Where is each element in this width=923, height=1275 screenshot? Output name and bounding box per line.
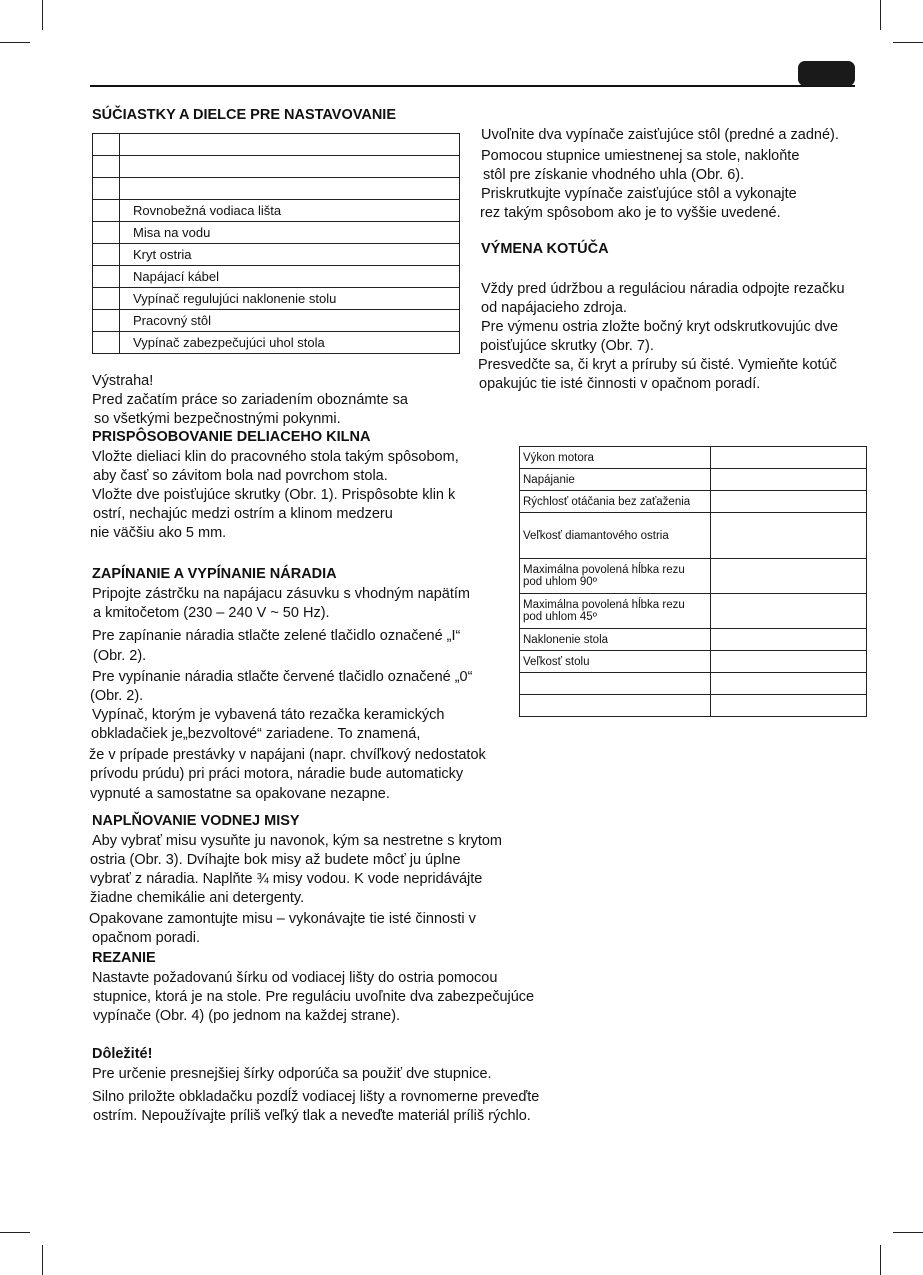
specs-value-cell	[711, 491, 867, 513]
fill-title: NAPLŇOVANIE VODNEJ MISY	[92, 813, 300, 829]
crop-mark	[42, 0, 43, 30]
warning-line: so všetkými bezpečnostnými pokynmi.	[94, 411, 341, 427]
specs-label-cell	[520, 695, 711, 717]
cut-line: stupnice, ktorá je na stole. Pre reguláciu uvoľnite dva zabezpečujúce	[93, 989, 535, 1005]
parts-row	[93, 244, 460, 266]
parts-label-cell	[120, 156, 460, 178]
tilt-line: rez takým spôsobom ako je to vyššie uvedené.	[480, 205, 781, 221]
tilt-line: Priskrutkujte vypínače zaisťujúce stôl a vykonajte	[481, 186, 797, 202]
specs-row	[520, 673, 867, 695]
specs-value-cell	[711, 469, 867, 491]
blade-line: Presvedčte sa, či kryt a príruby sú čisté. Vymieňte kotúč	[478, 357, 837, 373]
parts-number-cell	[93, 244, 120, 266]
onoff-line: Vypínač, ktorým je vybavená táto rezačka keramických	[92, 707, 445, 723]
fill-line: ostria (Obr. 3). Dvíhajte bok misy až budete môcť ju úplne	[90, 852, 461, 868]
onoff-text	[89, 585, 486, 804]
parts-row	[93, 134, 460, 156]
specs-label-cell: Veľkosť diamantového ostria	[520, 513, 711, 559]
fill-line: opačnom poradi.	[92, 930, 201, 946]
parts-row	[93, 156, 460, 178]
parts-label-cell: Vypínač zabezpečujúci uhol stola	[120, 332, 460, 354]
specs-row	[520, 629, 867, 651]
specs-value-cell	[711, 447, 867, 469]
cut-line: vypínače (Obr. 4) (po jednom na každej strane).	[93, 1008, 401, 1024]
blade-line: opakujúc tie isté činnosti v opačnom poradí.	[479, 376, 761, 392]
onoff-line: prívodu prúdu) pri práci motora, náradie bude automaticky	[90, 766, 464, 782]
crop-mark	[893, 42, 923, 43]
crop-mark	[880, 0, 881, 30]
blade-text	[478, 280, 845, 394]
parts-number-cell	[93, 200, 120, 222]
parts-title: SÚČIASTKY A DIELCE PRE NASTAVOVANIE	[92, 107, 396, 123]
important-line: Pre určenie presnejšiej šírky odporúča sa použiť dve stupnice.	[92, 1066, 492, 1082]
parts-number-cell	[93, 156, 120, 178]
specs-row	[520, 594, 867, 629]
parts-label-cell: Rovnobežná vodiaca lišta	[120, 200, 460, 222]
specs-value-cell	[711, 629, 867, 651]
parts-table	[92, 133, 460, 354]
important-line: ostrím. Nepoužívajte príliš veľký tlak a neveďte materiál príliš rýchlo.	[93, 1108, 531, 1124]
fill-line: vybrať z náradia. Naplňte ¾ misy vodou. K vode nepridávájte	[90, 871, 483, 887]
klin-line: Vložte dieliaci klin do pracovného stola takým spôsobom,	[92, 449, 459, 465]
warning-line: Výstraha!	[92, 373, 154, 389]
blade-line: od napájacieho zdroja.	[481, 300, 627, 316]
specs-label-line: pod uhlom 45º	[523, 611, 597, 623]
specs-value-cell	[711, 651, 867, 673]
onoff-line: (Obr. 2).	[93, 648, 147, 664]
onoff-line: že v prípade prestávky v napájani (napr. chvíľkový nedostatok	[89, 747, 486, 763]
parts-label-cell	[120, 134, 460, 156]
parts-row	[93, 310, 460, 332]
important-title: Dôležité!	[92, 1046, 153, 1062]
parts-label-cell: Pracovný stôl	[120, 310, 460, 332]
specs-value-cell	[711, 513, 867, 559]
blade-line: Vždy pred údržbou a reguláciou náradia odpojte rezačku	[481, 281, 845, 297]
parts-row	[93, 200, 460, 222]
klin-line: aby časť so závitom bola nad povrchom stola.	[93, 468, 388, 484]
parts-label-cell	[120, 178, 460, 200]
warning-line: Pred začatím práce so zariadením oboznámte sa	[92, 392, 408, 408]
onoff-line: Pre vypínanie náradia stlačte červené tlačidlo označené „0“	[92, 669, 473, 685]
specs-value-cell	[711, 695, 867, 717]
parts-number-cell	[93, 134, 120, 156]
fill-line: žiadne chemikálie ani detergenty.	[90, 890, 305, 906]
blade-title: VÝMENA KOTÚČA	[481, 241, 609, 257]
cut-text	[92, 969, 534, 1026]
parts-number-cell	[93, 332, 120, 354]
parts-row	[93, 178, 460, 200]
warning-text	[92, 372, 408, 429]
specs-label-line: pod uhlom 90º	[523, 576, 597, 588]
parts-number-cell	[93, 266, 120, 288]
klin-line: Vložte dve poisťujúce skrutky (Obr. 1). Prispôsobte klin k	[92, 487, 456, 503]
onoff-line: Pripojte zástrčku na napájacu zásuvku s vhodným napätím	[92, 586, 471, 602]
specs-row	[520, 447, 867, 469]
parts-row	[93, 266, 460, 288]
parts-row	[93, 332, 460, 354]
specs-label-cell	[520, 673, 711, 695]
parts-label-cell: Napájací kábel	[120, 266, 460, 288]
onoff-line: a kmitočetom (230 – 240 V ~ 50 Hz).	[93, 605, 330, 621]
klin-text	[92, 448, 459, 543]
specs-row	[520, 695, 867, 717]
crop-mark	[42, 1245, 43, 1275]
crop-mark	[0, 1232, 30, 1233]
parts-number-cell	[93, 310, 120, 332]
specs-value-cell	[711, 594, 867, 629]
blade-line: poisťujúce skrutky (Obr. 7).	[480, 338, 654, 354]
onoff-line: (Obr. 2).	[90, 688, 144, 704]
specs-label-cell	[520, 594, 711, 629]
specs-row	[520, 559, 867, 594]
specs-label-cell: Napájanie	[520, 469, 711, 491]
blade-line: Pre výmenu ostria zložte bočný kryt odskrutkovujúc dve	[481, 319, 839, 335]
tilt-line: Pomocou stupnice umiestnenej sa stole, nakloňte	[481, 148, 800, 164]
specs-value-cell	[711, 673, 867, 695]
fill-text	[89, 832, 502, 948]
specs-label-line: Maximálna povolená hĺbka rezu	[523, 564, 685, 576]
parts-row	[93, 222, 460, 244]
parts-label-cell: Vypínač regulujúci naklonenie stolu	[120, 288, 460, 310]
specs-row	[520, 491, 867, 513]
specs-row	[520, 469, 867, 491]
onoff-line: Pre zapínanie náradia stlačte zelené tlačidlo označené „I“	[92, 628, 461, 644]
crop-mark	[0, 42, 30, 43]
specs-label-cell	[520, 559, 711, 594]
tilt-line: Uvoľnite dva vypínače zaisťujúce stôl (predné a zadné).	[481, 127, 839, 143]
klin-title: PRISPÔSOBOVANIE DELIACEHO KILNA	[92, 429, 371, 445]
crop-mark	[880, 1245, 881, 1275]
specs-label-cell: Veľkosť stolu	[520, 651, 711, 673]
cut-line: Nastavte požadovanú šírku od vodiacej lišty do ostria pomocou	[92, 970, 498, 986]
fill-line: Opakovane zamontujte misu – vykonávajte tie isté činnosti v	[89, 911, 476, 927]
specs-label-cell: Výkon motora	[520, 447, 711, 469]
parts-number-cell	[93, 288, 120, 310]
klin-line: ostrí, nechajúc medzi ostrím a klinom medzeru	[93, 506, 393, 522]
important-line: Silno priložte obkladačku pozdĺž vodiacej lišty a rovnomerne preveďte	[92, 1089, 540, 1105]
tilt-line: stôl pre získanie vhodného uhla (Obr. 6).	[483, 167, 745, 183]
specs-table	[519, 446, 867, 717]
klin-line: nie väčšiu ako 5 mm.	[90, 525, 227, 541]
tilt-text	[481, 126, 839, 223]
page-tab	[798, 61, 855, 86]
parts-label-cell: Kryt ostria	[120, 244, 460, 266]
fill-line: Aby vybrať misu vysuňte ju navonok, kým sa nestretne s krytom	[92, 833, 502, 849]
parts-number-cell	[93, 178, 120, 200]
specs-row	[520, 651, 867, 673]
specs-label-cell: Naklonenie stola	[520, 629, 711, 651]
specs-value-cell	[711, 559, 867, 594]
onoff-line: obkladačiek je„bezvoltové“ zariadene. To znamená,	[91, 726, 421, 742]
parts-label-cell: Misa na vodu	[120, 222, 460, 244]
header-rule	[90, 85, 855, 87]
cut-title: REZANIE	[92, 950, 156, 966]
specs-label-line: Maximálna povolená hĺbka rezu	[523, 599, 685, 611]
crop-mark	[893, 1232, 923, 1233]
specs-row	[520, 513, 867, 559]
specs-label-cell: Rýchlosť otáčania bez zaťaženia	[520, 491, 711, 513]
onoff-line: vypnuté a samostatne sa opakovane nezapne.	[90, 786, 390, 802]
parts-number-cell	[93, 222, 120, 244]
onoff-title: ZAPÍNANIE A VYPÍNANIE NÁRADIA	[92, 566, 337, 582]
parts-row	[93, 288, 460, 310]
important-text	[92, 1065, 539, 1126]
